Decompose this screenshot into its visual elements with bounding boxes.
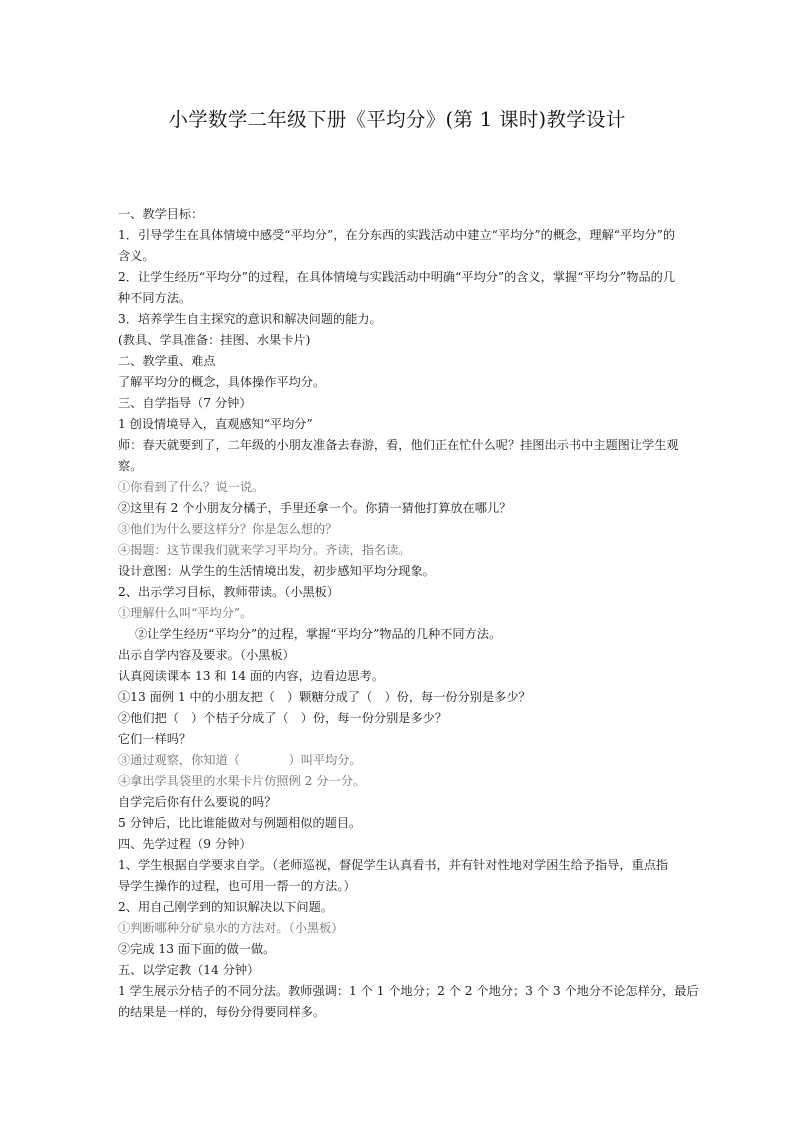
text-line: 五、以学定教（14 分钟） — [118, 963, 260, 977]
text-line: (教具、学具准备：挂图、水果卡片) — [118, 333, 311, 347]
text-line: 导学生操作的过程，也可用一帮一的方法。） — [118, 879, 356, 893]
document-body — [118, 204, 699, 1023]
text-line: ②让学生经历“平均分”的过程，掌握“平均分”物品的几种不同方法。 — [135, 627, 502, 641]
text-line: 2．让学生经历“平均分”的过程，在具体情境与实践活动中明确“平均分”的含义，掌握“平均分”物品的几 — [118, 270, 676, 284]
text-line: 师：春天就要到了，二年级的小朋友准备去春游，看，他们正在忙什么呢？挂图出示书中主题图让学生观 — [118, 438, 679, 452]
text-line: 1 学生展示分桔子的不同分法。教师强调：1 个 1 个地分；2 个 2 个地分；3 个 3 个地分不论怎样分，最后 — [118, 984, 699, 998]
text-line: ③通过观察，你知道（ ）叫平均分。 — [118, 753, 362, 767]
text-line: 二、教学重、难点 — [118, 354, 216, 368]
text-line: ②他们把（ ）个桔子分成了（ ）份，每一份分别是多少？ — [118, 711, 448, 725]
text-line: 出示自学内容及要求。（小黑板） — [118, 648, 295, 662]
text-line: 5 分钟后，比比谁能做对与例题相似的题目。 — [118, 816, 362, 830]
text-line: ④揭题：这节课我们就来学习平均分。齐读，指名读。 — [118, 543, 411, 557]
text-line: 了解平均分的概念，具体操作平均分。 — [118, 375, 326, 389]
text-line: 察。 — [118, 459, 143, 473]
text-line: 三、自学指导（7 分钟） — [118, 396, 252, 410]
text-line: 1、学生根据自学要求自学。（老师巡视，督促学生认真看书，并有针对性地对学困生给予指导，重点指 — [118, 858, 669, 872]
text-line: 四、先学过程（9 分钟） — [118, 837, 252, 851]
text-line: 种不同方法。 — [118, 291, 192, 305]
text-line: 一、教学目标： — [118, 207, 204, 221]
text-line: ④拿出学具袋里的水果卡片仿照例 2 分一分。 — [118, 774, 366, 788]
text-line: 认真阅读课本 13 和 14 面的内容，边看边思考。 — [118, 669, 384, 683]
text-line: 它们一样吗？ — [118, 732, 192, 746]
text-line: 含义。 — [118, 249, 155, 263]
text-line: 的结果是一样的，每份分得要同样多。 — [118, 1005, 326, 1019]
text-line: ①13 面例 1 中的小朋友把（ ）颗糖分成了（ ）份，每一份分别是多少？ — [118, 690, 531, 704]
text-line: 1．引导学生在具体情境中感受“平均分”，在分东西的实践活动中建立“平均分”的概念，理解“平均分”的 — [118, 228, 676, 242]
text-line: ①理解什么叫“平均分”。 — [118, 606, 253, 620]
text-line: ①你看到了什么？说一说。 — [118, 480, 265, 494]
text-line: 设计意图：从学生的生活情境出发，初步感知平均分现象。 — [118, 564, 435, 578]
text-line: ②这里有 2 个小朋友分橘子，手里还拿一个。你猜一猜他打算放在哪儿？ — [118, 501, 512, 515]
text-line: 2、出示学习目标，教师带读。（小黑板） — [118, 585, 340, 599]
text-line: ②完成 13 面下面的做一做。 — [118, 942, 276, 956]
document-title: 小学数学二年级下册《平均分》(第 1 课时)教学设计 — [168, 108, 626, 131]
text-line: 3．培养学生自主探究的意识和解决问题的能力。 — [118, 312, 382, 326]
text-line: ①判断哪种分矿泉水的方法对。（小黑板） — [118, 921, 344, 935]
text-line: 1 创设情境导入，直观感知“平均分” — [118, 417, 313, 431]
text-line: ③他们为什么要这样分？你是怎么想的？ — [118, 522, 338, 536]
text-line: 2、用自己刚学到的知识解决以下问题。 — [118, 900, 333, 914]
text-line: 自学完后你有什么要说的吗？ — [118, 795, 277, 809]
